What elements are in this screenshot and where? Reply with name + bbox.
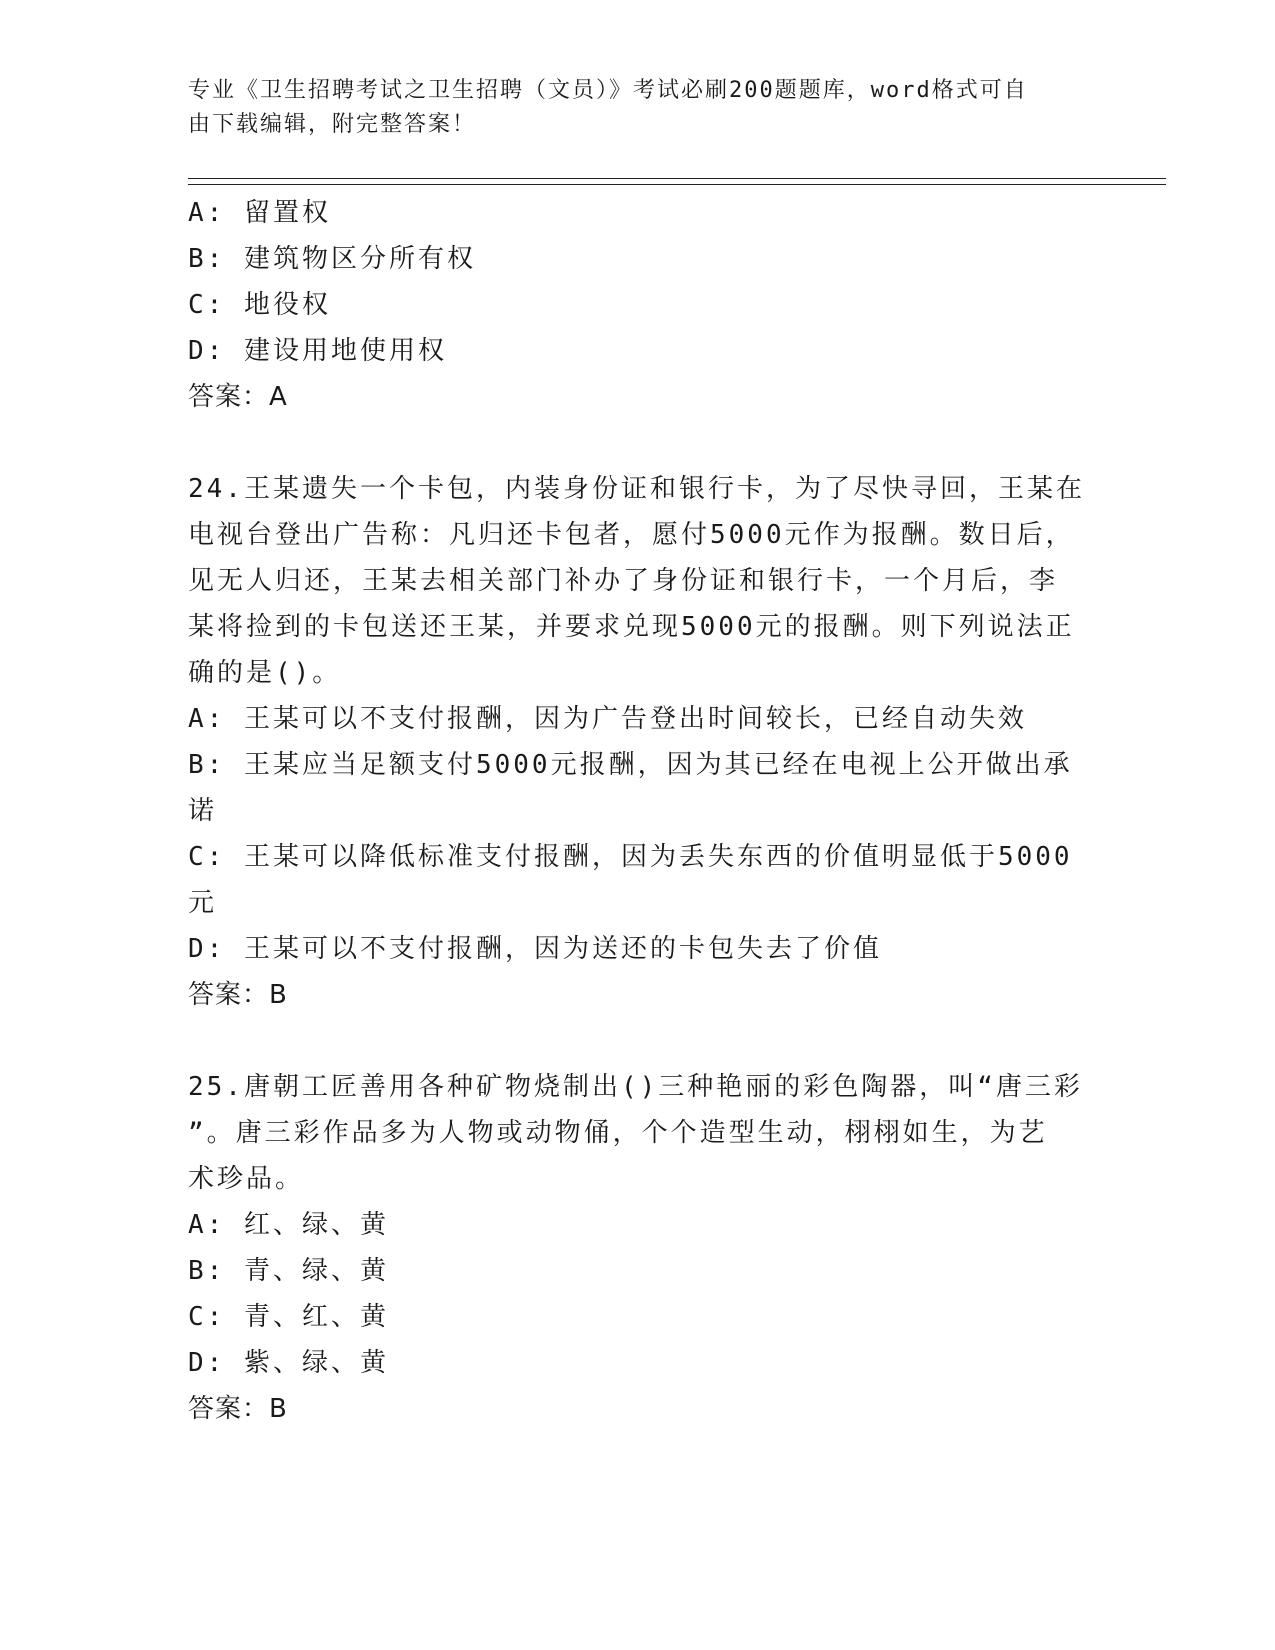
answer-line: 答案：A — [188, 382, 288, 412]
question-stem-line: 某将捡到的卡包送还王某，并要求兑现5000元的报酬。则下列说法正 — [188, 612, 1075, 642]
spacer — [188, 1018, 1088, 1064]
header-divider-bottom — [188, 184, 1166, 185]
question-stem-line: 电视台登出广告称：凡归还卡包者，愿付5000元作为报酬。数日后， — [188, 520, 1075, 550]
option-a: A: 王某可以不支付报酬，因为广告登出时间较长，已经自动失效 — [188, 704, 1027, 734]
question-stem-line: 术珍品。 — [188, 1164, 305, 1194]
question-stem-line: ”。唐三彩作品多为人物或动物俑，个个造型生动，栩栩如生，为艺 — [188, 1118, 1048, 1148]
option-c: C: 王某可以降低标准支付报酬，因为丢失东西的价值明显低于5000 — [188, 842, 1073, 872]
option-b: B: 王某应当足额支付5000元报酬，因为其已经在电视上公开做出承 — [188, 750, 1073, 780]
option-d: D: 建设用地使用权 — [188, 336, 447, 366]
spacer — [188, 420, 1088, 466]
header-line-2: 由下载编辑，附完整答案！ — [188, 112, 477, 137]
option-a: A: 留置权 — [188, 198, 331, 228]
option-d: D: 紫、绿、黄 — [188, 1348, 389, 1378]
question-24-block — [188, 466, 1088, 1018]
document-header — [188, 74, 1088, 142]
question-stem-line: 见无人归还，王某去相关部门补办了身份证和银行卡，一个月后，李 — [188, 566, 1059, 596]
option-c-continued: 元 — [188, 888, 218, 918]
option-d: D: 王某可以不支付报酬，因为送还的卡包失去了价值 — [188, 934, 882, 964]
header-line-1: 专业《卫生招聘考试之卫生招聘（文员）》考试必刷200题题库，word格式可自 — [188, 78, 1028, 103]
option-c: C: 地役权 — [188, 290, 331, 320]
question-stem-line: 确的是()。 — [188, 658, 342, 688]
option-b: B: 建筑物区分所有权 — [188, 244, 476, 274]
answer-line: 答案：B — [188, 1394, 288, 1424]
header-divider-top — [188, 178, 1166, 179]
option-a: A: 红、绿、黄 — [188, 1210, 389, 1240]
answer-line: 答案：B — [188, 980, 288, 1010]
question-23-block — [188, 190, 1088, 420]
question-stem-line: 24.王某遗失一个卡包，内装身份证和银行卡，为了尽快寻回，王某在 — [188, 474, 1085, 504]
question-25-block — [188, 1064, 1088, 1432]
question-stem-line: 25.唐朝工匠善用各种矿物烧制出()三种艳丽的彩色陶器，叫“唐三彩 — [188, 1072, 1083, 1102]
document-body — [188, 190, 1088, 1432]
option-b-continued: 诺 — [188, 796, 218, 826]
option-c: C: 青、红、黄 — [188, 1302, 389, 1332]
option-b: B: 青、绿、黄 — [188, 1256, 389, 1286]
